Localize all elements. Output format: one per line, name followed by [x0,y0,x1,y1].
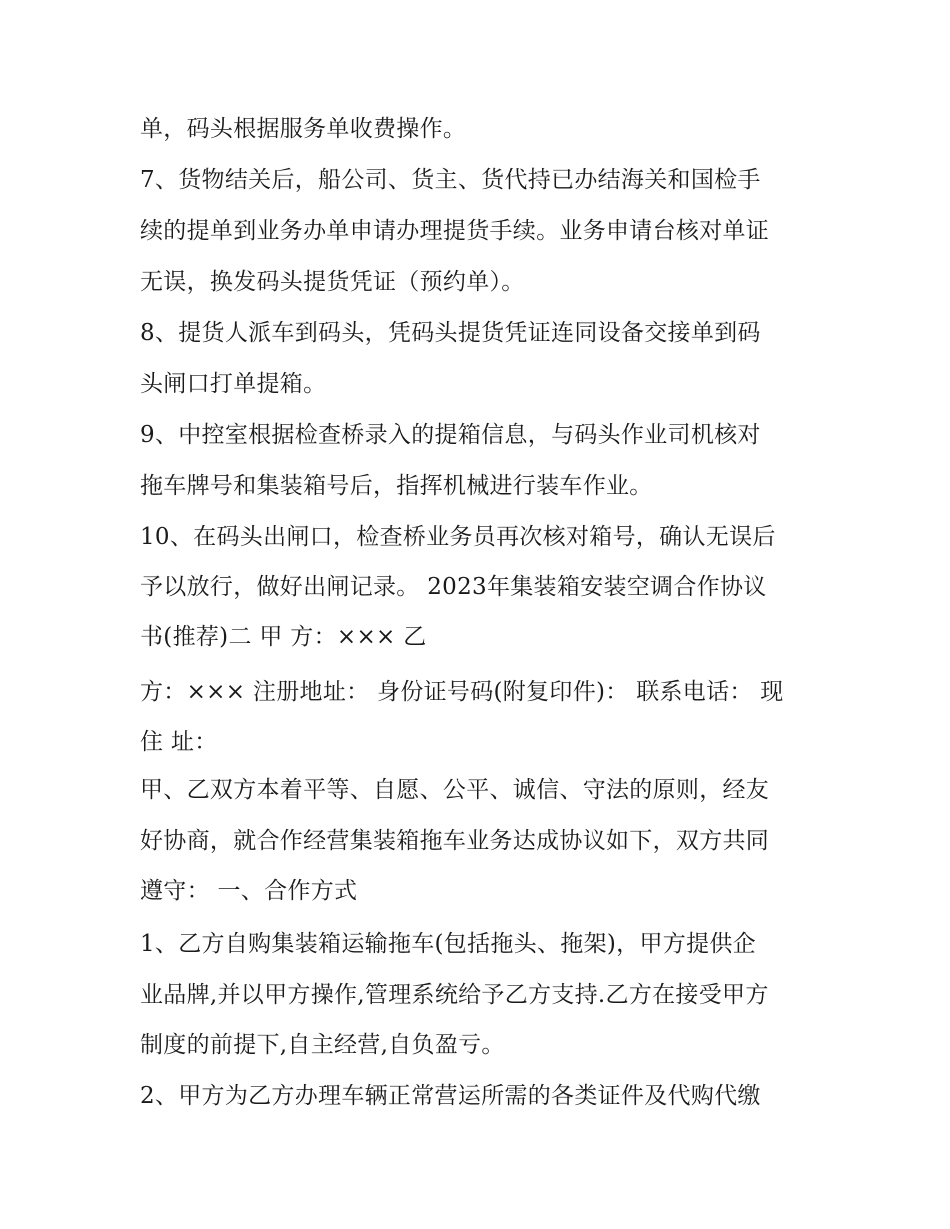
text-line: 1、乙方自购集装箱运输拖车(包括拖头、拖架)，甲方提供企 [140,931,756,957]
text-line: 制度的前提下,自主经营,自负盈亏。 [140,1032,505,1058]
text-line: 7、货物结关后，船公司、货主、货代持已办结海关和国检手 [140,167,761,193]
text-line: 书(推荐)二 甲 方：××× 乙 [140,624,427,650]
text-line: 8、提货人派车到码头，凭码头提货凭证连同设备交接单到码 [140,320,761,346]
text-line: 9、中控室根据检查桥录入的提箱信息，与码头作业司机核对 [140,422,761,448]
text-line: 头闸口打单提箱。 [140,371,327,397]
text-line: 10、在码头出闸口，检查桥业务员再次核对箱号，确认无误后 [140,524,776,550]
text-line: 2、甲方为乙方办理车辆正常营运所需的各类证件及代购代缴 [140,1083,761,1109]
text-line: 无误，换发码头提货凭证（预约单）。 [140,269,525,295]
text-line: 方：××× 注册地址： 身份证号码(附复印件)： 联系电话： 现 [140,679,784,705]
text-line: 予以放行，做好出闸记录。 2023年集装箱安装空调合作协议 [140,574,767,600]
text-line: 遵守： 一、合作方式 [140,878,358,904]
text-line: 单，码头根据服务单收费操作。 [140,116,467,142]
text-line: 拖车牌号和集装箱号后，指挥机械进行装车作业。 [140,473,653,499]
text-line: 好协商，就合作经营集装箱拖车业务达成协议如下，双方共同 [140,828,770,854]
text-line: 住 址： [140,729,218,755]
text-line: 续的提单到业务办单申请办理提货手续。业务申请台核对单证 [140,218,770,244]
text-line: 甲、乙双方本着平等、自愿、公平、诚信、守法的原则，经友 [140,777,770,803]
text-line: 业品牌,并以甲方操作,管理系统给予乙方支持.乙方在接受甲方 [140,982,769,1008]
